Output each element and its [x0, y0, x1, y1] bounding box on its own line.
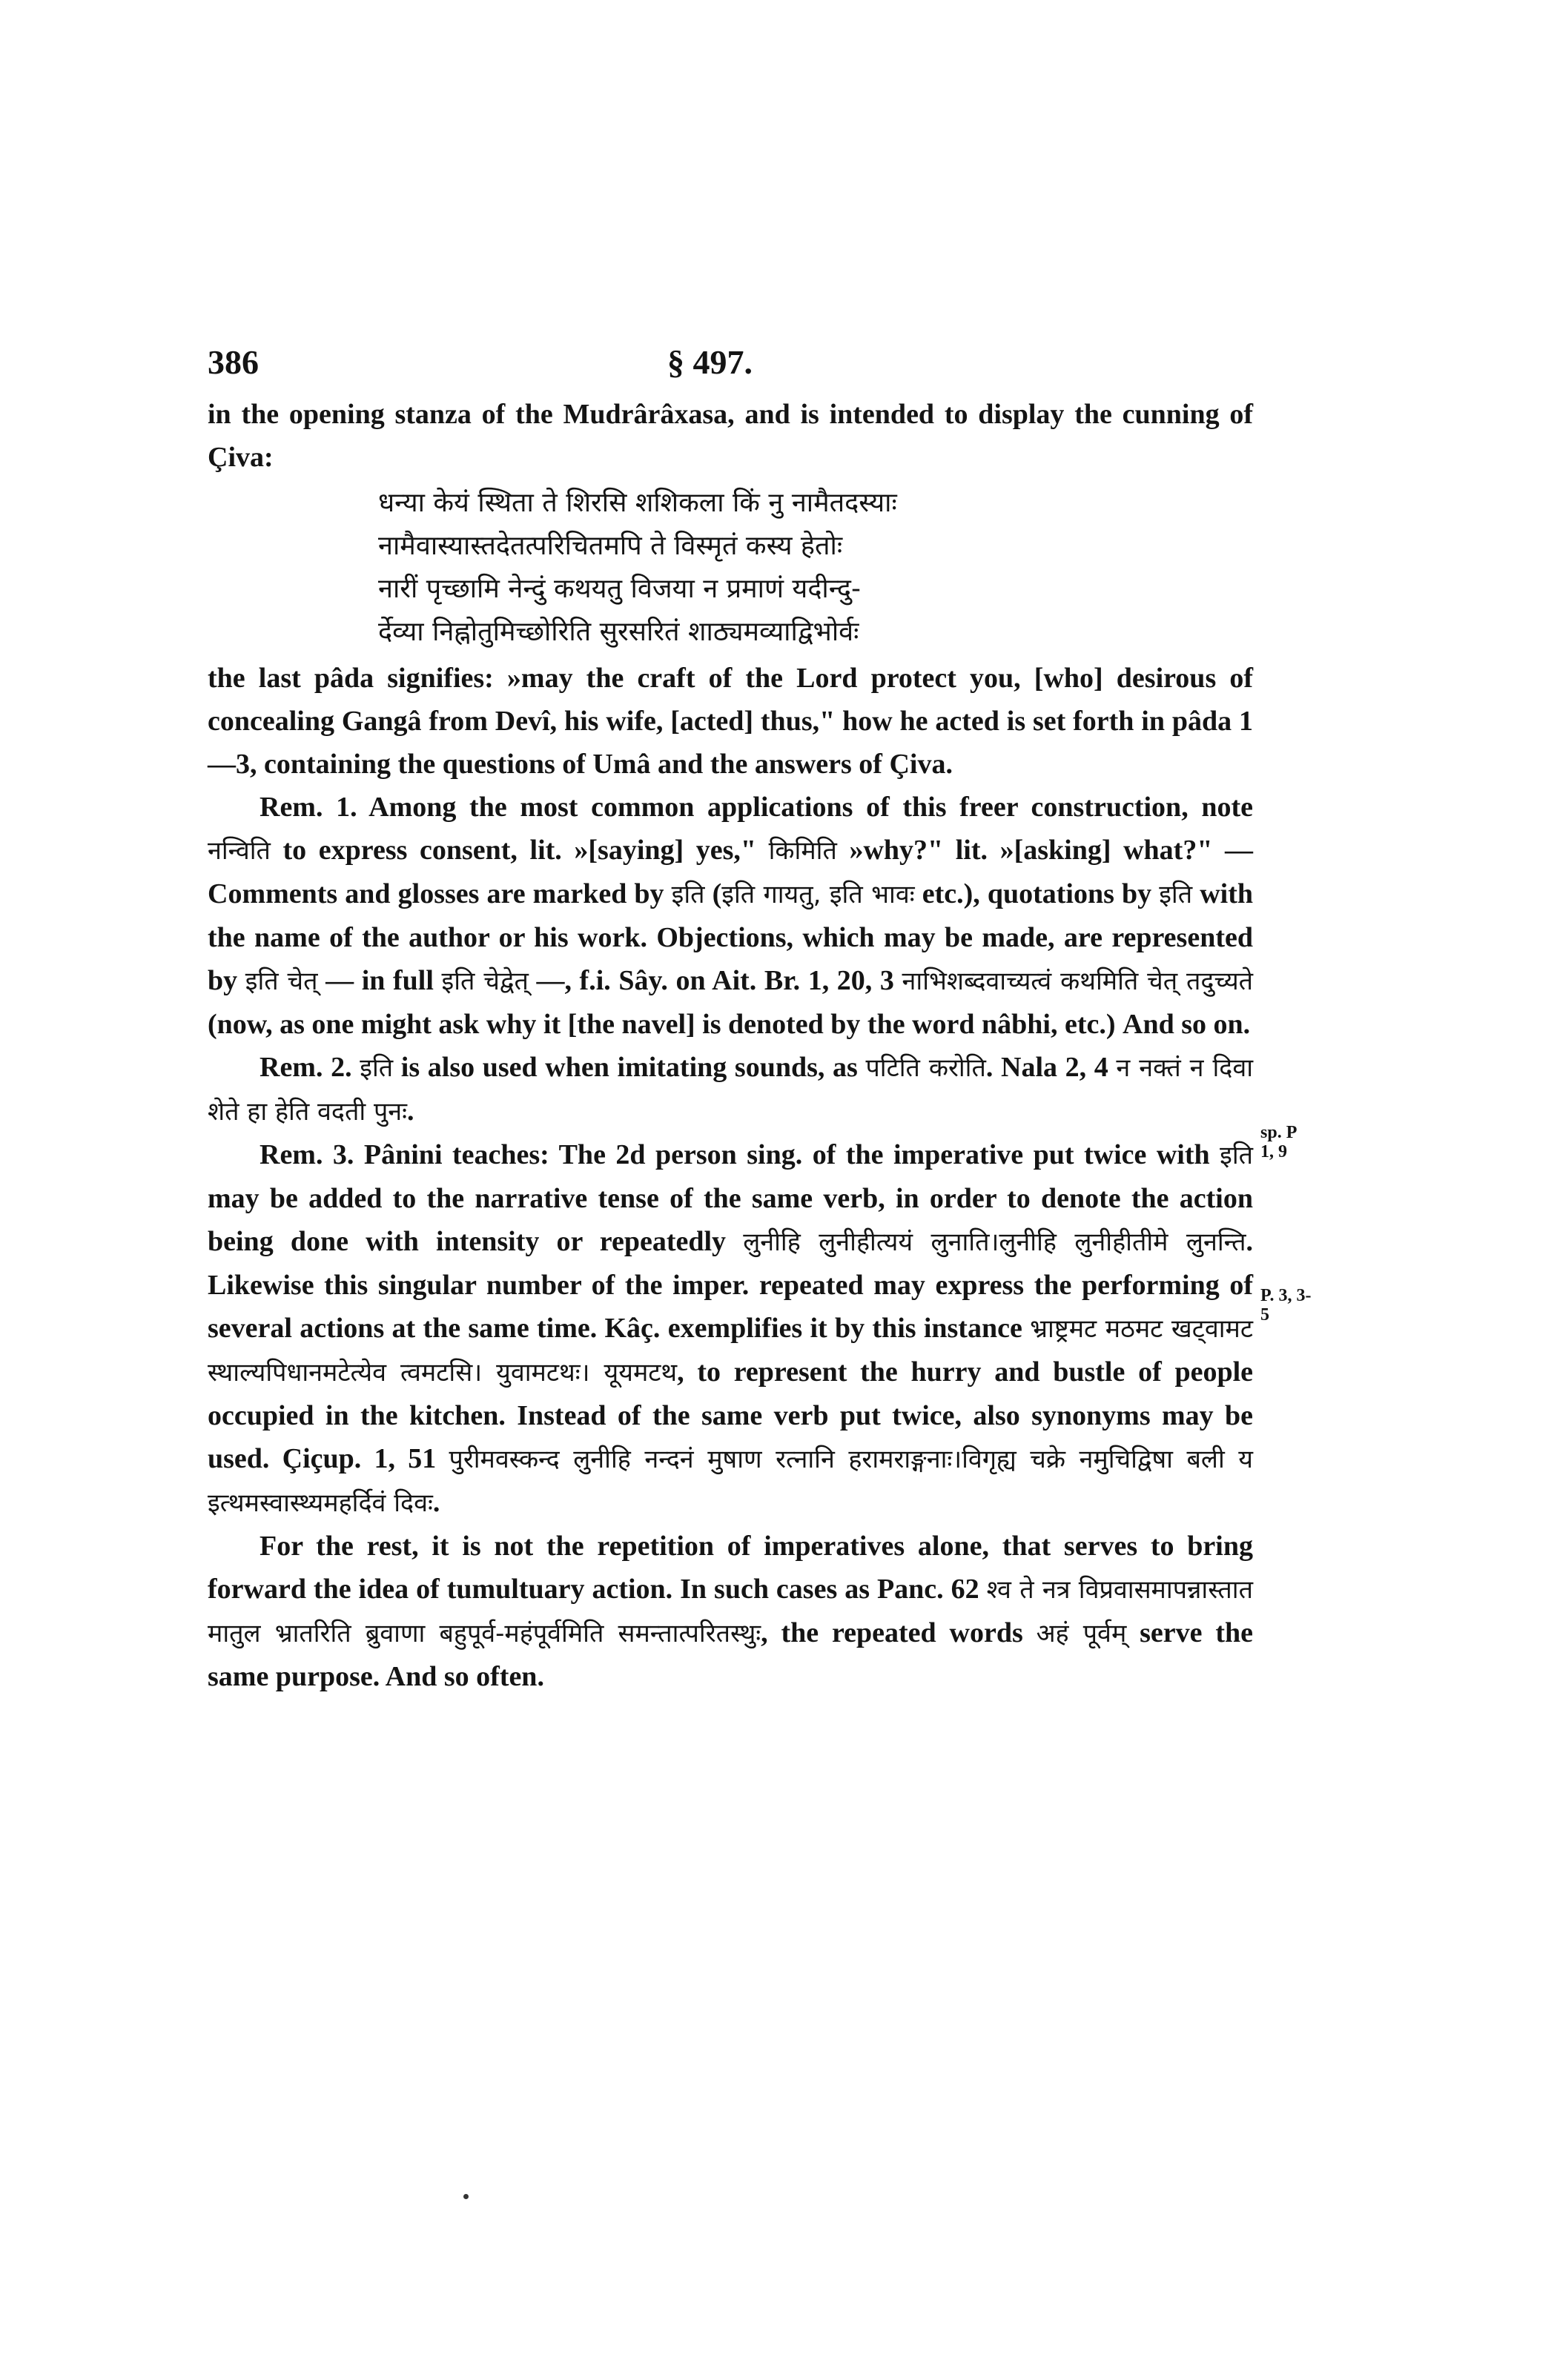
text-run: . Likewise this singular number of the imper. repeated may express the performing of several actions at the same time. Kâç. exemplifies it by this instance — [208, 1226, 1254, 1344]
sanskrit-run: न नक्तं न दिवा शेते हा हेति वदती पुनः — [208, 1053, 1254, 1127]
sanskrit-run: अहं पूर्वम् — [1036, 1619, 1127, 1648]
remark-1 — [208, 786, 1253, 1046]
text-run: Rem. 2. — [260, 1052, 352, 1083]
margin-reference: sp. P 1, 9 — [1260, 1123, 1297, 1161]
sanskrit-verse — [378, 482, 1253, 654]
sanskrit-run: भ्राष्ट्रमट मठमट खट्वामट स्थाल्यपिधानमटेत्येव त्वमटसि। युवामटथः। यूयमटथ — [208, 1314, 1254, 1388]
text-run: ( — [712, 878, 722, 909]
body-text — [208, 393, 1253, 1698]
text-run: may be added to the narrative tense of the same verb, in order to denote the action being done with intensity or repeatedly — [208, 1183, 1253, 1257]
sanskrit-run: इति — [1159, 880, 1193, 909]
sanskrit-run: इति गायतु, इति भावः — [721, 880, 915, 909]
page-number: 386 — [208, 343, 259, 381]
ink-dot — [463, 2194, 469, 2199]
verse-line: र्देव्या निह्नोतुमिच्छोरिति सुरसरितं शाठ्यमव्याद्विभोर्वः — [378, 617, 859, 647]
closing-paragraph — [208, 1525, 1253, 1698]
sanskrit-run: इति — [671, 880, 705, 909]
verse-line: नारीं पृच्छामि नेन्दुं कथयतु विजया न प्रमाणं यदीन्दु- — [378, 574, 861, 604]
text-run: is also used when imitating sounds, as — [400, 1052, 858, 1083]
text-run: , the repeated words — [761, 1617, 1023, 1648]
verse-explanation: the last pâda signifies: »may the craft of the Lord protect you, [who] desirous of concealing Gangâ from Devî, his wife, [acted] thus," how he acted is set forth in pâda 1—3, containing the questions of Umâ and the answers of Çiva. — [208, 663, 1253, 780]
text-run: serve the same purpose. And so often. — [208, 1617, 1253, 1692]
text-run: to express consent, lit. »[saying] yes," — [282, 835, 757, 866]
remark-2 — [208, 1046, 1253, 1133]
margin-reference: P. 3, 3-5 — [1260, 1286, 1312, 1325]
sanskrit-run: इति चेत् — [245, 967, 318, 996]
text-run: Rem. 1. Among the most common applications of this freer construction, note — [260, 792, 1253, 823]
remark-3 — [208, 1133, 1253, 1525]
verse-line: नामैवास्यास्तदेतत्परिचितमपि ते विस्मृतं कस्य हेतोः — [378, 531, 843, 561]
text-run: »why?" lit. »[asking] what?" — Comments and glosses are marked by — [208, 835, 1254, 909]
text-run: with the name of the author or his work. Objections, which may be made, are represented by — [208, 878, 1253, 996]
text-run: , to represent the hurry and bustle of people occupied in the kitchen. Instead of the same verb put twice, also synonyms may be used. Çiçup. 1, 51 — [208, 1356, 1254, 1474]
sanskrit-run: पुरीमवस्कन्द लुनीहि नन्दनं मुषाण रत्नानि हरामराङ्गनाः।विगृह्य चक्रे नमुचिद्विषा बली य इत्थमस्वास्थ्यमहर्दिवं दिवः — [208, 1445, 1254, 1518]
sanskrit-run: किमिति — [768, 836, 837, 866]
sanskrit-run: श्व ते नत्र विप्रवासमापन्नास्तात मातुल भ्रातरिति ब्रुवाणा बहुपूर्व-महंपूर्वमिति समन्तात्परितस्थुः — [208, 1575, 1253, 1648]
sanskrit-run: लुनीहि लुनीहीत्ययं लुनाति।लुनीहि लुनीहीतीमे लुनन्ति — [743, 1227, 1246, 1257]
text-run: . — [407, 1095, 414, 1127]
text-run: (now, as one might ask why it [the navel] is denoted by the word nâbhi, etc.) And so on. — [208, 1009, 1251, 1040]
sanskrit-run: इति — [360, 1053, 394, 1083]
verse-line: धन्या केयं स्थिता ते शिरसि शशिकला किं नु नामैतदस्याः — [378, 488, 897, 518]
sanskrit-run: इति — [1220, 1141, 1254, 1170]
text-run: . Nala 2, 4 — [985, 1052, 1108, 1083]
sanskrit-run: पटिति करोति — [865, 1053, 986, 1083]
text-run: etc.), quotations by — [922, 878, 1152, 909]
text-run: For the rest, it is not the repetition of imperatives alone, that serves to bring forward the idea of tumultuary action. In such cases as Panc. 62 — [208, 1531, 1253, 1605]
text-run: —, f.i. Sây. on Ait. Br. 1, 20, 3 — [536, 965, 894, 996]
sanskrit-run: नाभिशब्दवाच्यत्वं कथमिति चेत् तदुच्यते — [902, 967, 1254, 996]
text-run: . — [432, 1487, 440, 1518]
section-number: § 497. — [667, 343, 753, 381]
sanskrit-run: इति चेद्वेत् — [441, 967, 529, 996]
sanskrit-run: नन्विति — [208, 836, 271, 866]
page-header — [208, 342, 1260, 387]
intro-paragraph: in the opening stanza of the Mudrârâxasa, and is intended to display the cunning of Çiva: — [208, 399, 1253, 473]
text-run: Rem. 3. Pânini teaches: The 2d person sing. of the imperative put twice with — [260, 1139, 1210, 1170]
text-run: — in full — [325, 965, 434, 996]
